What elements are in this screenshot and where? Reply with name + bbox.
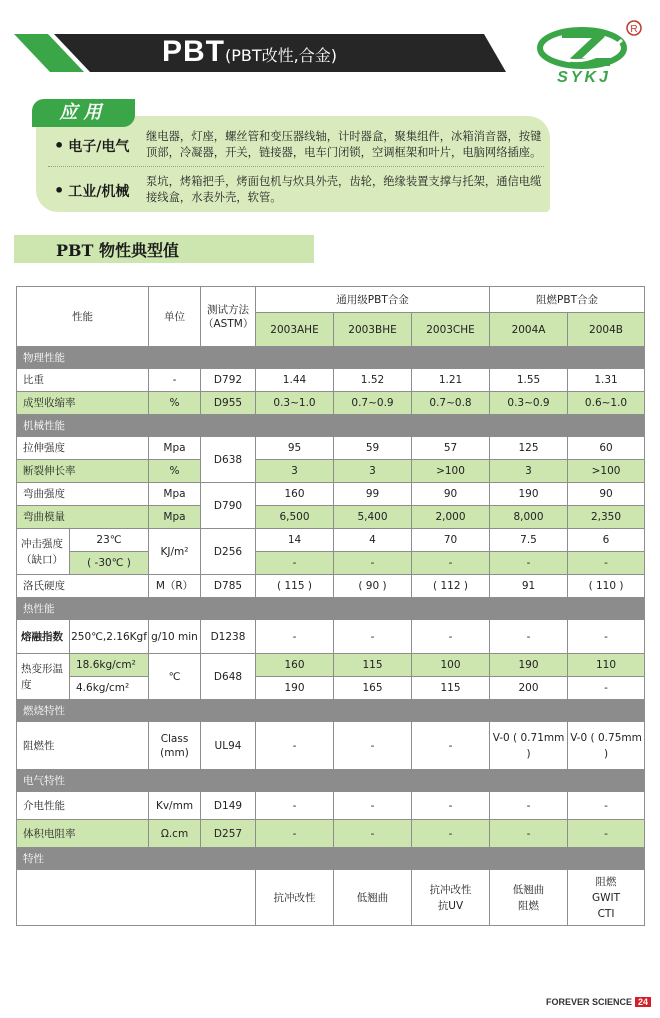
page-footer	[546, 997, 651, 1007]
table-row: 拉伸强度 Mpa D638 95 59 57 125 60	[17, 437, 645, 460]
header-property: 性能	[17, 287, 149, 347]
header-group-general: 通用级PBT合金	[256, 287, 490, 313]
section-title: PBT 物性典型值	[56, 241, 180, 260]
title-main: PBT	[162, 35, 225, 68]
table-row: 阻燃性 Class (mm) UL94 - - - V-0 ( 0.71mm ) V-0 ( 0.75mm )	[17, 722, 645, 770]
grade-header: 2003AHE	[256, 313, 334, 347]
table-row: 比重 - D792 1.44 1.52 1.21 1.55 1.31	[17, 369, 645, 392]
grade-header: 2003BHE	[334, 313, 412, 347]
category-row-physical: 物理性能	[17, 347, 645, 369]
header-group-flame: 阻燃PBT合金	[490, 287, 645, 313]
table-row: 介电性能 Kv/mm D149 - - - - -	[17, 792, 645, 820]
title-sub: (PBT改性,合金)	[225, 46, 337, 65]
table-row: 体积电阻率 Ω.cm D257 - - - - -	[17, 820, 645, 848]
table-row: 熔融指数 250℃,2.16Kgf g/10 min D1238 - - - - -	[17, 620, 645, 654]
grade-header: 2003CHE	[412, 313, 490, 347]
table-row: 断裂伸长率 % 3 3 >100 3 >100	[17, 460, 645, 483]
table-row: 抗冲改性 低翘曲 抗冲改性 抗UV 低翘曲 阻燃 阻燃 GWIT CTI	[17, 870, 645, 926]
brand-logo	[532, 18, 644, 84]
category-row-features: 特性	[17, 848, 645, 870]
app-category-electronics	[54, 136, 129, 156]
app-desc-electronics: 继电器，灯座，螺丝管和变压器线轴，计时器盒，聚集组件，冰箱消音器，按键顶部，冷凝器，开关，链接器，电车门闭锁，空调框架和叶片，电脑网络插座。	[146, 130, 542, 159]
properties-table	[16, 286, 645, 926]
bullet-icon: •	[54, 136, 65, 155]
logo-text: SYKJ	[557, 69, 611, 84]
table-row: 热变形温度 18.6kg/cm² ℃ D648 160 115 100 190 110	[17, 654, 645, 677]
table-row: 冲击强度（缺口） 23℃ KJ/m² D256 14 4 70 7.5 6	[17, 529, 645, 552]
table-row: ( -30℃ ) - - - - -	[17, 552, 645, 575]
table-header-row	[17, 287, 645, 313]
category-row-mechanical: 机械性能	[17, 415, 645, 437]
table-row: 弯曲强度 Mpa D790 160 99 90 190 90	[17, 483, 645, 506]
table-row: 4.6kg/cm² 190 165 115 200 -	[17, 677, 645, 700]
app-category-label: 工业/机械	[68, 184, 130, 200]
page-number: 24	[635, 997, 651, 1007]
bullet-icon: •	[54, 181, 65, 200]
category-row-thermal: 热性能	[17, 598, 645, 620]
app-desc-industrial: 泵坑，烤箱把手，烤面包机与炊具外壳，齿轮，绝缘装置支撑与托架，通信电缆接线盒，水表外壳，软管。	[146, 175, 542, 204]
app-divider	[48, 166, 544, 167]
table-row: 弯曲模量 Mpa 6,500 5,400 2,000 8,000 2,350	[17, 506, 645, 529]
applications-tag: 应用	[32, 99, 135, 127]
grade-header: 2004B	[568, 313, 645, 347]
app-category-industrial	[54, 181, 129, 201]
grade-header: 2004A	[490, 313, 568, 347]
registered-mark: R	[630, 24, 638, 35]
table-row: 洛氏硬度 M（R） D785 ( 115 ) ( 90 ) ( 112 ) 91 ( 110 )	[17, 575, 645, 598]
section-title-bar	[14, 235, 314, 263]
header-method: 测试方法（ASTM）	[201, 287, 256, 347]
page-header	[14, 34, 506, 72]
table-row: 成型收缩率 % D955 0.3~1.0 0.7~0.9 0.7~0.8 0.3~0.9 0.6~1.0	[17, 392, 645, 415]
header-unit: 单位	[149, 287, 201, 347]
page-title	[162, 35, 337, 69]
category-row-burning: 燃烧特性	[17, 700, 645, 722]
footer-text: FOREVER SCIENCE	[546, 997, 633, 1007]
app-category-label: 电子/电气	[68, 139, 130, 155]
category-row-electrical: 电气特性	[17, 770, 645, 792]
